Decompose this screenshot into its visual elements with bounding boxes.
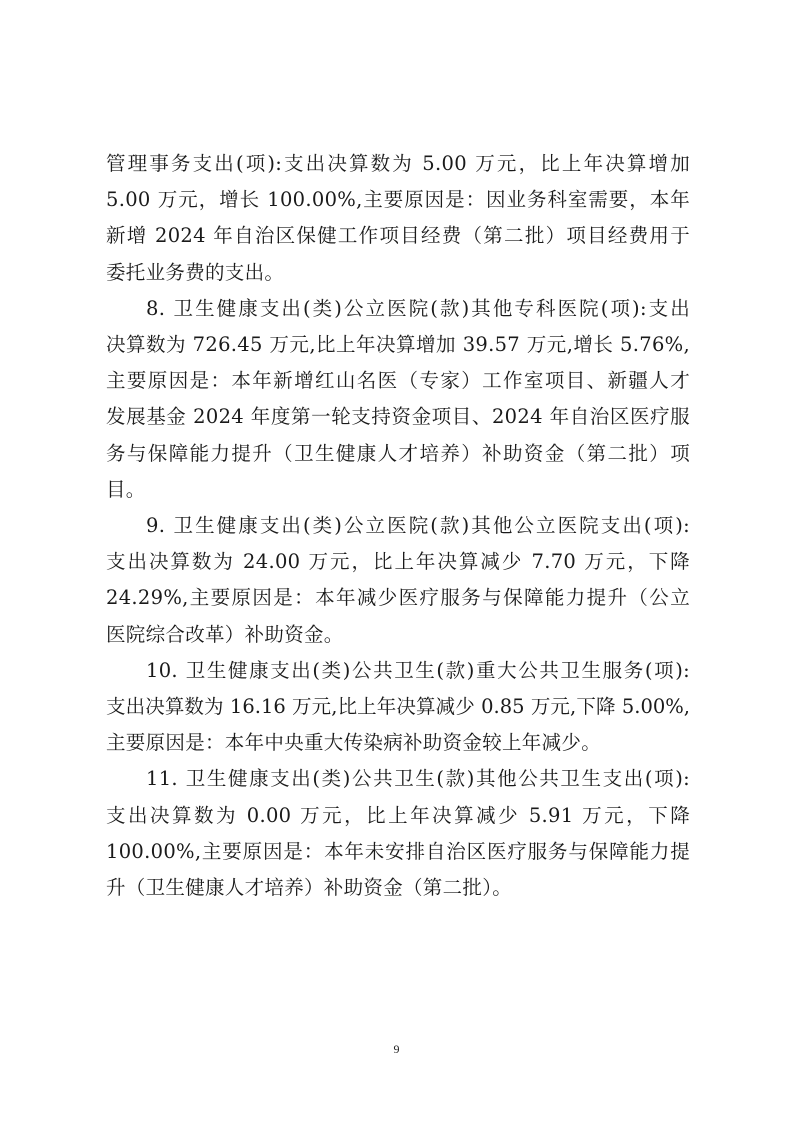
text-line: 主要原因是：本年中央重大传染病补助资金较上年减少。 — [106, 731, 602, 755]
paragraph-p-item-8 — [106, 291, 690, 508]
text-line: 24.29%,主要原因是：本年减少医疗服务与保障能力提升（公立 — [106, 586, 690, 610]
text-line: 升（卫生健康人才培养）补助资金（第二批）。 — [106, 876, 513, 900]
text-line: 5.00 万元，增长 100.00%,主要原因是：因业务科室需要，本年 — [106, 188, 690, 212]
text-line: 主要原因是：本年新增红山名医（专家）工作室项目、新疆人才 — [106, 369, 690, 393]
page-number: 9 — [393, 1042, 400, 1056]
text-line: 支出决算数为 16.16 万元,比上年决算减少 0.85 万元,下降 5.00%, — [106, 695, 690, 719]
text-line: 管理事务支出(项):支出决算数为 5.00 万元，比上年决算增加 — [106, 152, 690, 175]
paragraph-p-management — [106, 146, 690, 291]
text-line: 11. 卫生健康支出(类)公共卫生(款)其他公共卫生支出(项): — [146, 767, 690, 791]
text-line: 支出决算数为 0.00 万元，比上年决算减少 5.91 万元，下降 — [106, 803, 690, 827]
text-line: 支出决算数为 24.00 万元，比上年决算减少 7.70 万元，下降 — [106, 550, 690, 574]
paragraph-p-item-11 — [106, 761, 690, 906]
text-line: 目。 — [106, 477, 146, 501]
text-line: 发展基金 2024 年度第一轮支持资金项目、2024 年自治区医疗服 — [106, 405, 690, 429]
paragraph-p-item-9 — [106, 508, 690, 653]
text-line: 10. 卫生健康支出(类)公共卫生(款)重大公共卫生服务(项): — [146, 658, 690, 682]
paragraph-p-item-10 — [106, 653, 690, 762]
text-line: 8. 卫生健康支出(类)公立医院(款)其他专科医院(项):支出 — [146, 296, 690, 320]
text-line: 委托业务费的支出。 — [106, 260, 285, 284]
body-text — [106, 146, 690, 906]
text-line: 新增 2024 年自治区保健工作项目经费（第二批）项目经费用于 — [106, 224, 690, 248]
text-line: 9. 卫生健康支出(类)公立医院(款)其他公立医院支出(项): — [146, 514, 690, 538]
text-line: 决算数为 726.45 万元,比上年决算增加 39.57 万元,增长 5.76%, — [106, 333, 690, 357]
text-line: 医院综合改革）补助资金。 — [106, 622, 344, 646]
text-line: 务与保障能力提升（卫生健康人才培养）补助资金（第二批）项 — [106, 441, 690, 465]
text-line: 100.00%,主要原因是：本年未安排自治区医疗服务与保障能力提 — [106, 839, 690, 863]
